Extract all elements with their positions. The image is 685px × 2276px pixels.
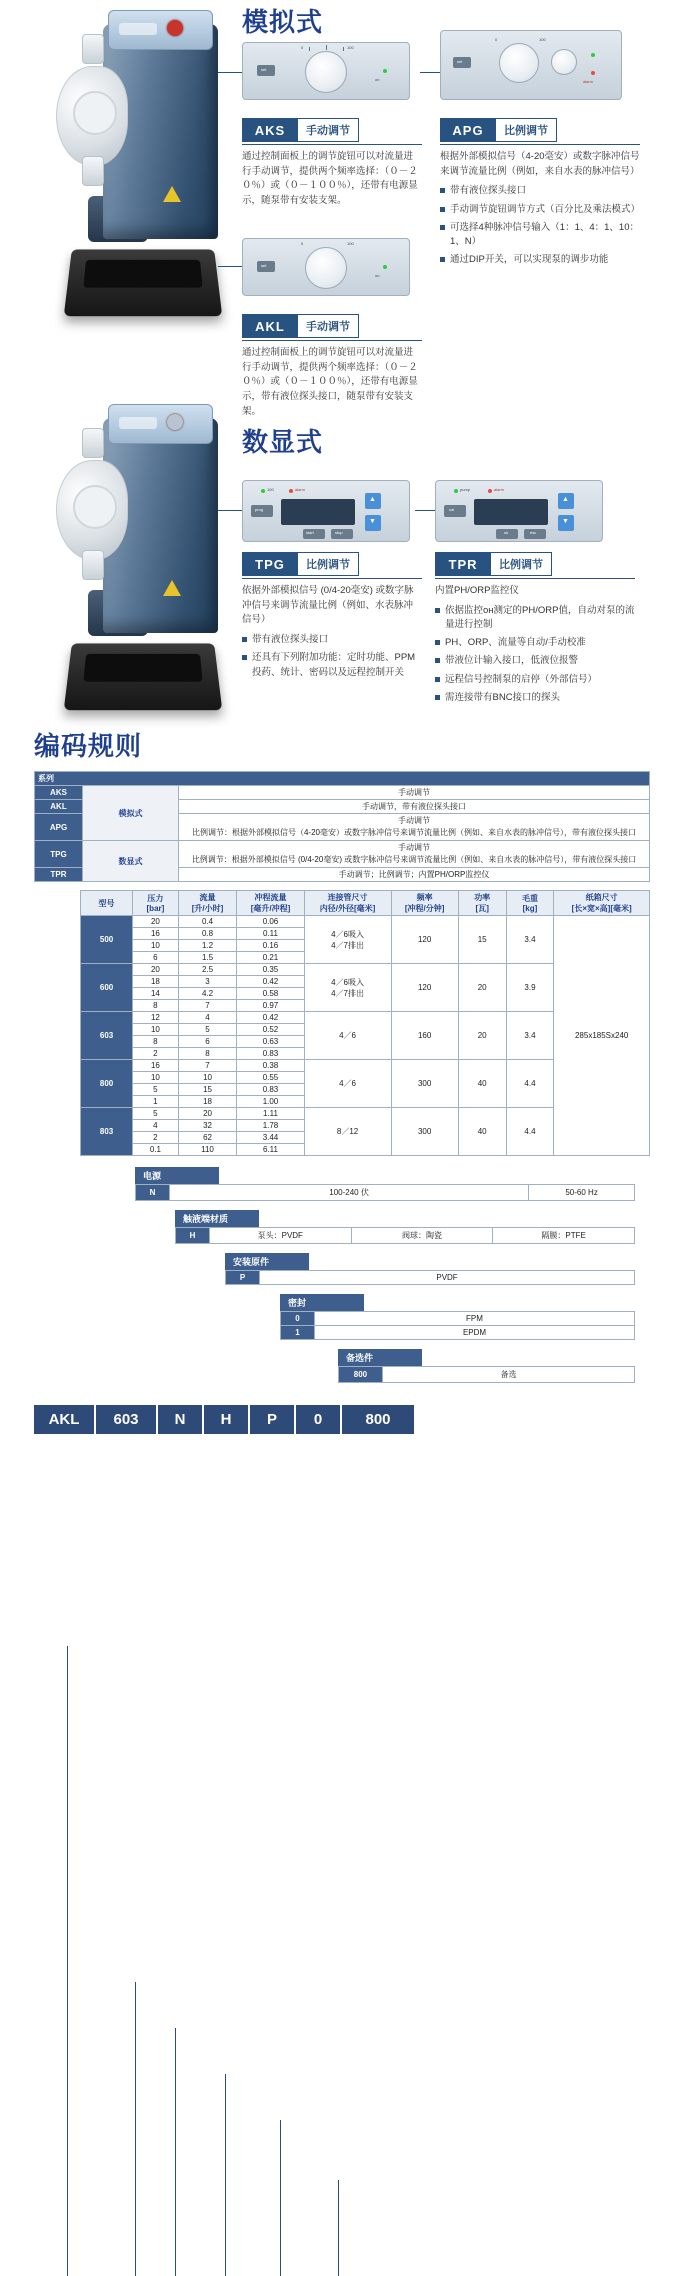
spec-tube-line2: 4／7排出 (331, 940, 365, 950)
table-row (339, 1367, 635, 1383)
spec-pressure: 2 (133, 1048, 179, 1060)
accessory-title: 备选件 (338, 1349, 422, 1366)
spec-stroke: 0.06 (237, 916, 304, 928)
spec-freq: 160 (391, 1012, 458, 1060)
spec-flow: 4 (178, 1012, 237, 1024)
seal-value-fpm: FPM (315, 1312, 635, 1326)
wetted-material-pumphead: 泵头：PVDF (209, 1228, 351, 1244)
final-code-power: N (158, 1405, 204, 1434)
spec-header-flow-line2: [升/小时] (191, 904, 224, 913)
panel-alarm-label-tpg: alarm (295, 487, 306, 492)
wetted-material-ball: 阀球：陶瓷 (351, 1228, 493, 1244)
spec-tube: 4／6 (304, 1060, 391, 1108)
spec-flow: 3 (178, 976, 237, 988)
table-row (81, 916, 650, 928)
spec-power: 20 (458, 964, 506, 1012)
spec-header-pressure (133, 891, 179, 916)
spec-flow: 1.2 (178, 940, 237, 952)
panel-up-icon-tpr: ▲ (562, 496, 569, 503)
apg-bullet: 手动调节旋钮调节方式（百分比及乘法模式） (440, 203, 640, 217)
panel-alarm-label: alarm (583, 79, 594, 84)
spec-power: 40 (458, 1108, 506, 1156)
spec-model: 803 (81, 1108, 133, 1156)
spec-flow: 20 (178, 1108, 237, 1120)
panel-pct100-label-apg: 100 (539, 37, 546, 42)
spec-stroke: 0.11 (237, 928, 304, 940)
final-code-seal: 0 (296, 1405, 342, 1434)
spec-model: 500 (81, 916, 133, 964)
spec-pressure: 8 (133, 1000, 179, 1012)
spec-weight: 3.9 (506, 964, 554, 1012)
spec-weight: 3.4 (506, 916, 554, 964)
spec-stroke: 1.78 (237, 1120, 304, 1132)
spec-stroke: 6.11 (237, 1144, 304, 1156)
spec-stroke: 0.83 (237, 1048, 304, 1060)
tpr-code-chip: TPR (435, 552, 491, 576)
analog-pump-illustration (48, 6, 238, 336)
tpg-bullet: 带有液位探头接口 (242, 633, 422, 647)
aks-subtitle: 手动调节 (298, 118, 359, 142)
spec-flow: 18 (178, 1096, 237, 1108)
akl-subtitle: 手动调节 (298, 314, 359, 338)
power-option-key: N (136, 1185, 170, 1201)
series-code: TPG (35, 841, 83, 868)
tpg-description: 依据外部模拟信号 (0/4-20毫安) 或数字脉冲信号来调节流量比例（例如、水表脉冲信号） (242, 585, 414, 626)
spec-tube-line1: 4／6吸入 (331, 929, 365, 939)
spec-tube: 8／12 (304, 1108, 391, 1156)
spec-flow: 0.4 (178, 916, 237, 928)
digital-section-title: 数显式 (242, 427, 324, 457)
spec-header-power-line1: 功率 (474, 893, 491, 902)
panel-on-label: on (375, 77, 380, 82)
spec-power: 20 (458, 1012, 506, 1060)
spec-pressure: 1 (133, 1096, 179, 1108)
spec-stroke: 0.83 (237, 1084, 304, 1096)
spec-pressure: 16 (133, 928, 179, 940)
tpg-control-panel[interactable] (242, 480, 410, 542)
spec-header-stroke-line2: [毫升/冲程] (250, 904, 291, 913)
accessory-key: 800 (339, 1367, 383, 1383)
power-option-title: 电源 (135, 1167, 219, 1184)
spec-flow: 5 (178, 1024, 237, 1036)
spec-header-weight (506, 891, 554, 916)
spec-header-stroke-line1: 冲程流量 (254, 893, 287, 902)
panel-alarm-label-tpr: alarm (494, 487, 505, 492)
apg-description: 根据外部模拟信号（4-20毫安）或数字脉冲信号来调节流量比例（例如，来自水表的脉冲信号） (440, 151, 640, 177)
panel-stop-label: stop (335, 530, 343, 535)
seal-key-1: 1 (281, 1326, 315, 1340)
spec-header-tube-line2: 内径/外径[毫米] (319, 904, 376, 913)
panel-pct0-label: 0 (301, 45, 304, 50)
series-code: AKL (35, 800, 83, 814)
aks-info-block (242, 118, 422, 209)
spec-weight: 3.4 (506, 1012, 554, 1060)
spec-stroke: 0.58 (237, 988, 304, 1000)
final-code-row (34, 1405, 414, 1434)
spec-pressure: 20 (133, 916, 179, 928)
series-text: 手动调节 (179, 786, 650, 800)
spec-tube-line2: 4／7排出 (331, 988, 365, 998)
panel-pct100-label-akl: 100 (347, 241, 354, 246)
install-parts-value: PVDF (260, 1271, 635, 1285)
power-option-voltage: 100-240 伏 (169, 1185, 528, 1201)
spec-stroke: 0.38 (237, 1060, 304, 1072)
spec-flow: 2.5 (178, 964, 237, 976)
spec-tube: 4／6 (304, 1012, 391, 1060)
spec-header-tube-line1: 连接管尺寸 (327, 893, 368, 902)
spec-pressure: 16 (133, 1060, 179, 1072)
panel-down-icon: ▼ (369, 518, 376, 525)
table-row (136, 1185, 635, 1201)
spec-header-power (458, 891, 506, 916)
seal-value-epdm: EPDM (315, 1326, 635, 1340)
spec-power: 15 (458, 916, 506, 964)
spec-pressure: 2 (133, 1132, 179, 1144)
spec-pressure: 6 (133, 952, 179, 964)
tpr-description: 内置PH/ORP监控仪 (435, 585, 519, 596)
spec-tube (304, 964, 391, 1012)
apg-bullet: 通过DIP开关，可以实现泵的调步功能 (440, 253, 640, 267)
tpr-subtitle: 比例调节 (491, 552, 552, 576)
panel-start-label: start (306, 530, 314, 535)
spec-stroke: 0.42 (237, 1012, 304, 1024)
spec-weight: 4.4 (506, 1060, 554, 1108)
series-text: 手动调节 比例调节：根据外部模拟信号 (0/4-20毫安) 或数字脉冲信号来调节流量比例（例如、来自水表的脉冲信号），带有液位探头接口 (179, 841, 650, 868)
spec-flow: 4.2 (178, 988, 237, 1000)
spec-tube (304, 916, 391, 964)
coding-rules-title: 编码规则 (34, 731, 143, 761)
series-code: TPR (35, 868, 83, 882)
spec-pressure: 20 (133, 964, 179, 976)
spec-flow: 0.8 (178, 928, 237, 940)
panel-up-icon: ▲ (369, 496, 376, 503)
tpg-info-block (242, 552, 422, 684)
accessory-strip (338, 1348, 685, 1383)
connector-line (135, 1982, 136, 2276)
spec-pressure: 5 (133, 1084, 179, 1096)
panel-down-icon-tpr: ▼ (562, 518, 569, 525)
spec-flow: 10 (178, 1072, 237, 1084)
spec-freq: 300 (391, 1060, 458, 1108)
digital-section (0, 400, 685, 720)
spec-stroke: 0.35 (237, 964, 304, 976)
apg-code-chip: APG (440, 118, 496, 142)
table-row (35, 786, 650, 800)
table-row (226, 1271, 635, 1285)
spec-tube-line1: 4／6吸入 (331, 977, 365, 987)
spec-flow: 8 (178, 1048, 237, 1060)
final-code-series: AKL (34, 1405, 96, 1434)
final-code-install: P (250, 1405, 296, 1434)
series-table (34, 771, 650, 882)
spec-flow: 110 (178, 1144, 237, 1156)
apg-info-block (440, 118, 640, 272)
spec-header-freq-line1: 频率 (416, 893, 433, 902)
tpr-bullet: 需连接带有BNC接口的探头 (435, 691, 635, 705)
spec-header-pressure-line1: 压力 (147, 894, 164, 903)
spec-header-power-line2: [瓦] (475, 904, 489, 913)
spec-model: 800 (81, 1060, 133, 1108)
spec-flow: 1.5 (178, 952, 237, 964)
analog-section-title: 模拟式 (242, 7, 324, 37)
akl-code-chip: AKL (242, 314, 298, 338)
series-text: 手动调节 比例调节：根据外部模拟信号（4-20毫安）或数字脉冲信号来调节流量比例（例如、来自水表的脉冲信号），带有液位探头接口 (179, 814, 650, 841)
apg-bullet: 可选择4种脉冲信号输入（1：1、4：1、10：1、N） (440, 221, 640, 250)
spec-stroke: 1.11 (237, 1108, 304, 1120)
install-parts-title: 安装原件 (225, 1253, 309, 1270)
final-code-model: 603 (96, 1405, 158, 1434)
panel-pct0-label-apg: 0 (495, 37, 498, 42)
spec-header-weight-line2: [kg] (522, 904, 538, 913)
apg-control-panel[interactable] (440, 30, 622, 100)
spec-stroke: 0.52 (237, 1024, 304, 1036)
coding-rules-section (0, 726, 685, 1434)
panel-cal-label: cal (449, 507, 455, 512)
spec-freq: 120 (391, 916, 458, 964)
analog-section (0, 0, 685, 417)
spec-model: 600 (81, 964, 133, 1012)
spec-pressure: 10 (133, 1072, 179, 1084)
spec-header-stroke (237, 891, 304, 916)
digital-pump-illustration (48, 400, 238, 730)
spec-stroke: 0.16 (237, 940, 304, 952)
tpr-info-block (435, 552, 635, 709)
spec-pressure: 4 (133, 1120, 179, 1132)
spec-flow: 32 (178, 1120, 237, 1132)
spec-flow: 6 (178, 1036, 237, 1048)
spec-stroke: 0.63 (237, 1036, 304, 1048)
panel-ok-label: ok (504, 530, 509, 535)
spec-header-pressure-line2: [bar] (146, 904, 165, 913)
spec-header-model: 型号 (81, 891, 133, 916)
panel-set-label-akl: set (261, 263, 267, 268)
spec-header-weight-line1: 毛重 (521, 894, 538, 903)
spec-freq: 120 (391, 964, 458, 1012)
series-code: APG (35, 814, 83, 841)
panel-prog-label: prog (255, 507, 264, 512)
leader-line (420, 72, 440, 73)
tpr-bullet: 依据监控он测定的PH/ORP值，自动对泵的流量进行控制 (435, 604, 635, 633)
spec-pressure: 5 (133, 1108, 179, 1120)
table-row (281, 1326, 635, 1340)
series-code: AKS (35, 786, 83, 800)
spec-freq: 300 (391, 1108, 458, 1156)
connector-line (338, 2180, 339, 2276)
panel-set-label: set (261, 67, 267, 72)
seal-key-0: 0 (281, 1312, 315, 1326)
panel-esc-label: esc (530, 530, 537, 535)
power-option-frequency: 50-60 Hz (529, 1185, 635, 1201)
series-table-header: 系列 (35, 772, 650, 786)
tpg-bullet: 还具有下列附加功能：定时功能、PPM投药、统计、密码以及远程控制开关 (242, 651, 422, 680)
aks-code-chip: AKS (242, 118, 298, 142)
aks-control-panel[interactable] (242, 42, 410, 100)
tpr-bullet: PH、ORP、流量等自动/手动校准 (435, 636, 635, 650)
install-parts-key: P (226, 1271, 260, 1285)
spec-header-freq (391, 891, 458, 916)
tpg-code-chip: TPG (242, 552, 298, 576)
spec-power: 40 (458, 1060, 506, 1108)
spec-header-carton-line1: 纸箱尺寸 (585, 893, 618, 902)
aks-description: 通过控制面板上的调节旋钮可以对流量进行手动调节，提供两个频率选择：（０－２０％）或（０－１００％），还带有电源显示，随泵带有安装支架。 (242, 151, 418, 207)
spec-table (80, 890, 650, 1156)
tpr-bullet: 远程信号控制泵的启停（外部信号） (435, 673, 635, 687)
connector-line (225, 2074, 226, 2276)
install-parts-strip (225, 1252, 685, 1285)
spec-model: 603 (81, 1012, 133, 1060)
spec-stroke: 0.55 (237, 1072, 304, 1084)
connector-line (175, 2028, 176, 2276)
spec-weight: 4.4 (506, 1108, 554, 1156)
akl-description: 通过控制面板上的调节旋钮可以对流量进行手动调节，提供两个频率选择：（０－２０％）或（０－１００％），还带有电源显示，带有液位探头接口，随泵带有安装支架。 (242, 347, 418, 417)
seal-strip (280, 1293, 685, 1340)
series-group-digital: 数显式 (83, 841, 179, 882)
spec-pressure: 14 (133, 988, 179, 1000)
leader-line (415, 510, 435, 511)
connector-line (67, 1646, 68, 2276)
panel-pump-label-tpr: pump (460, 487, 471, 492)
leader-line (218, 266, 242, 267)
tpr-control-panel[interactable] (435, 480, 603, 542)
tpg-subtitle: 比例调节 (298, 552, 359, 576)
series-text: 手动调节；比例调节；内置PH/ORP监控仪 (179, 868, 650, 882)
wetted-material-key: H (176, 1228, 210, 1244)
connector-line (280, 2120, 281, 2276)
spec-header-tube (304, 891, 391, 916)
panel-pct0-label-akl: 0 (301, 241, 304, 246)
spec-stroke: 0.97 (237, 1000, 304, 1012)
spec-header-flow (178, 891, 237, 916)
leader-line (218, 72, 242, 73)
seal-title: 密封 (280, 1294, 364, 1311)
wetted-material-title: 触液端材质 (175, 1210, 259, 1227)
panel-on-label-akl: on (375, 273, 380, 278)
spec-header-flow-line1: 流量 (199, 893, 216, 902)
table-row (176, 1228, 635, 1244)
spec-stroke: 1.00 (237, 1096, 304, 1108)
spec-pressure: 12 (133, 1012, 179, 1024)
spec-stroke: 3.44 (237, 1132, 304, 1144)
series-group-analog: 模拟式 (83, 786, 179, 841)
table-row (281, 1312, 635, 1326)
spec-stroke: 0.21 (237, 952, 304, 964)
apg-subtitle: 比例调节 (496, 118, 557, 142)
spec-carton: 285x185Sx240 (554, 916, 650, 1156)
spec-pressure: 8 (133, 1036, 179, 1048)
spec-flow: 62 (178, 1132, 237, 1144)
tpr-bullet: 带液位计输入接口，低液位报警 (435, 654, 635, 668)
spec-pressure: 0.1 (133, 1144, 179, 1156)
power-option-strip (135, 1166, 685, 1201)
wetted-material-diaphragm: 隔膜：PTFE (493, 1228, 635, 1244)
spec-stroke: 0.42 (237, 976, 304, 988)
panel-pct100-label: 100 (347, 45, 354, 50)
accessory-value: 备选 (382, 1367, 634, 1383)
final-code-accessory: 800 (342, 1405, 414, 1434)
table-row (35, 841, 650, 868)
spec-header-carton (554, 891, 650, 916)
apg-bullet: 带有液位探头接口 (440, 184, 640, 198)
panel-pct100-label-tpg: 100 (267, 487, 274, 492)
spec-pressure: 18 (133, 976, 179, 988)
spec-flow: 7 (178, 1060, 237, 1072)
series-text: 手动调节，带有液位探头接口 (179, 800, 650, 814)
wetted-material-strip (175, 1209, 685, 1244)
spec-header-freq-line2: [冲程/分钟] (404, 904, 445, 913)
leader-line (218, 510, 242, 511)
spec-flow: 15 (178, 1084, 237, 1096)
spec-flow: 7 (178, 1000, 237, 1012)
final-code-material: H (204, 1405, 250, 1434)
spec-pressure: 10 (133, 940, 179, 952)
spec-pressure: 10 (133, 1024, 179, 1036)
spec-header-carton-line2: [长×宽×高][毫米] (571, 904, 632, 913)
akl-control-panel[interactable] (242, 238, 410, 296)
panel-set-label-apg: set (457, 59, 463, 64)
